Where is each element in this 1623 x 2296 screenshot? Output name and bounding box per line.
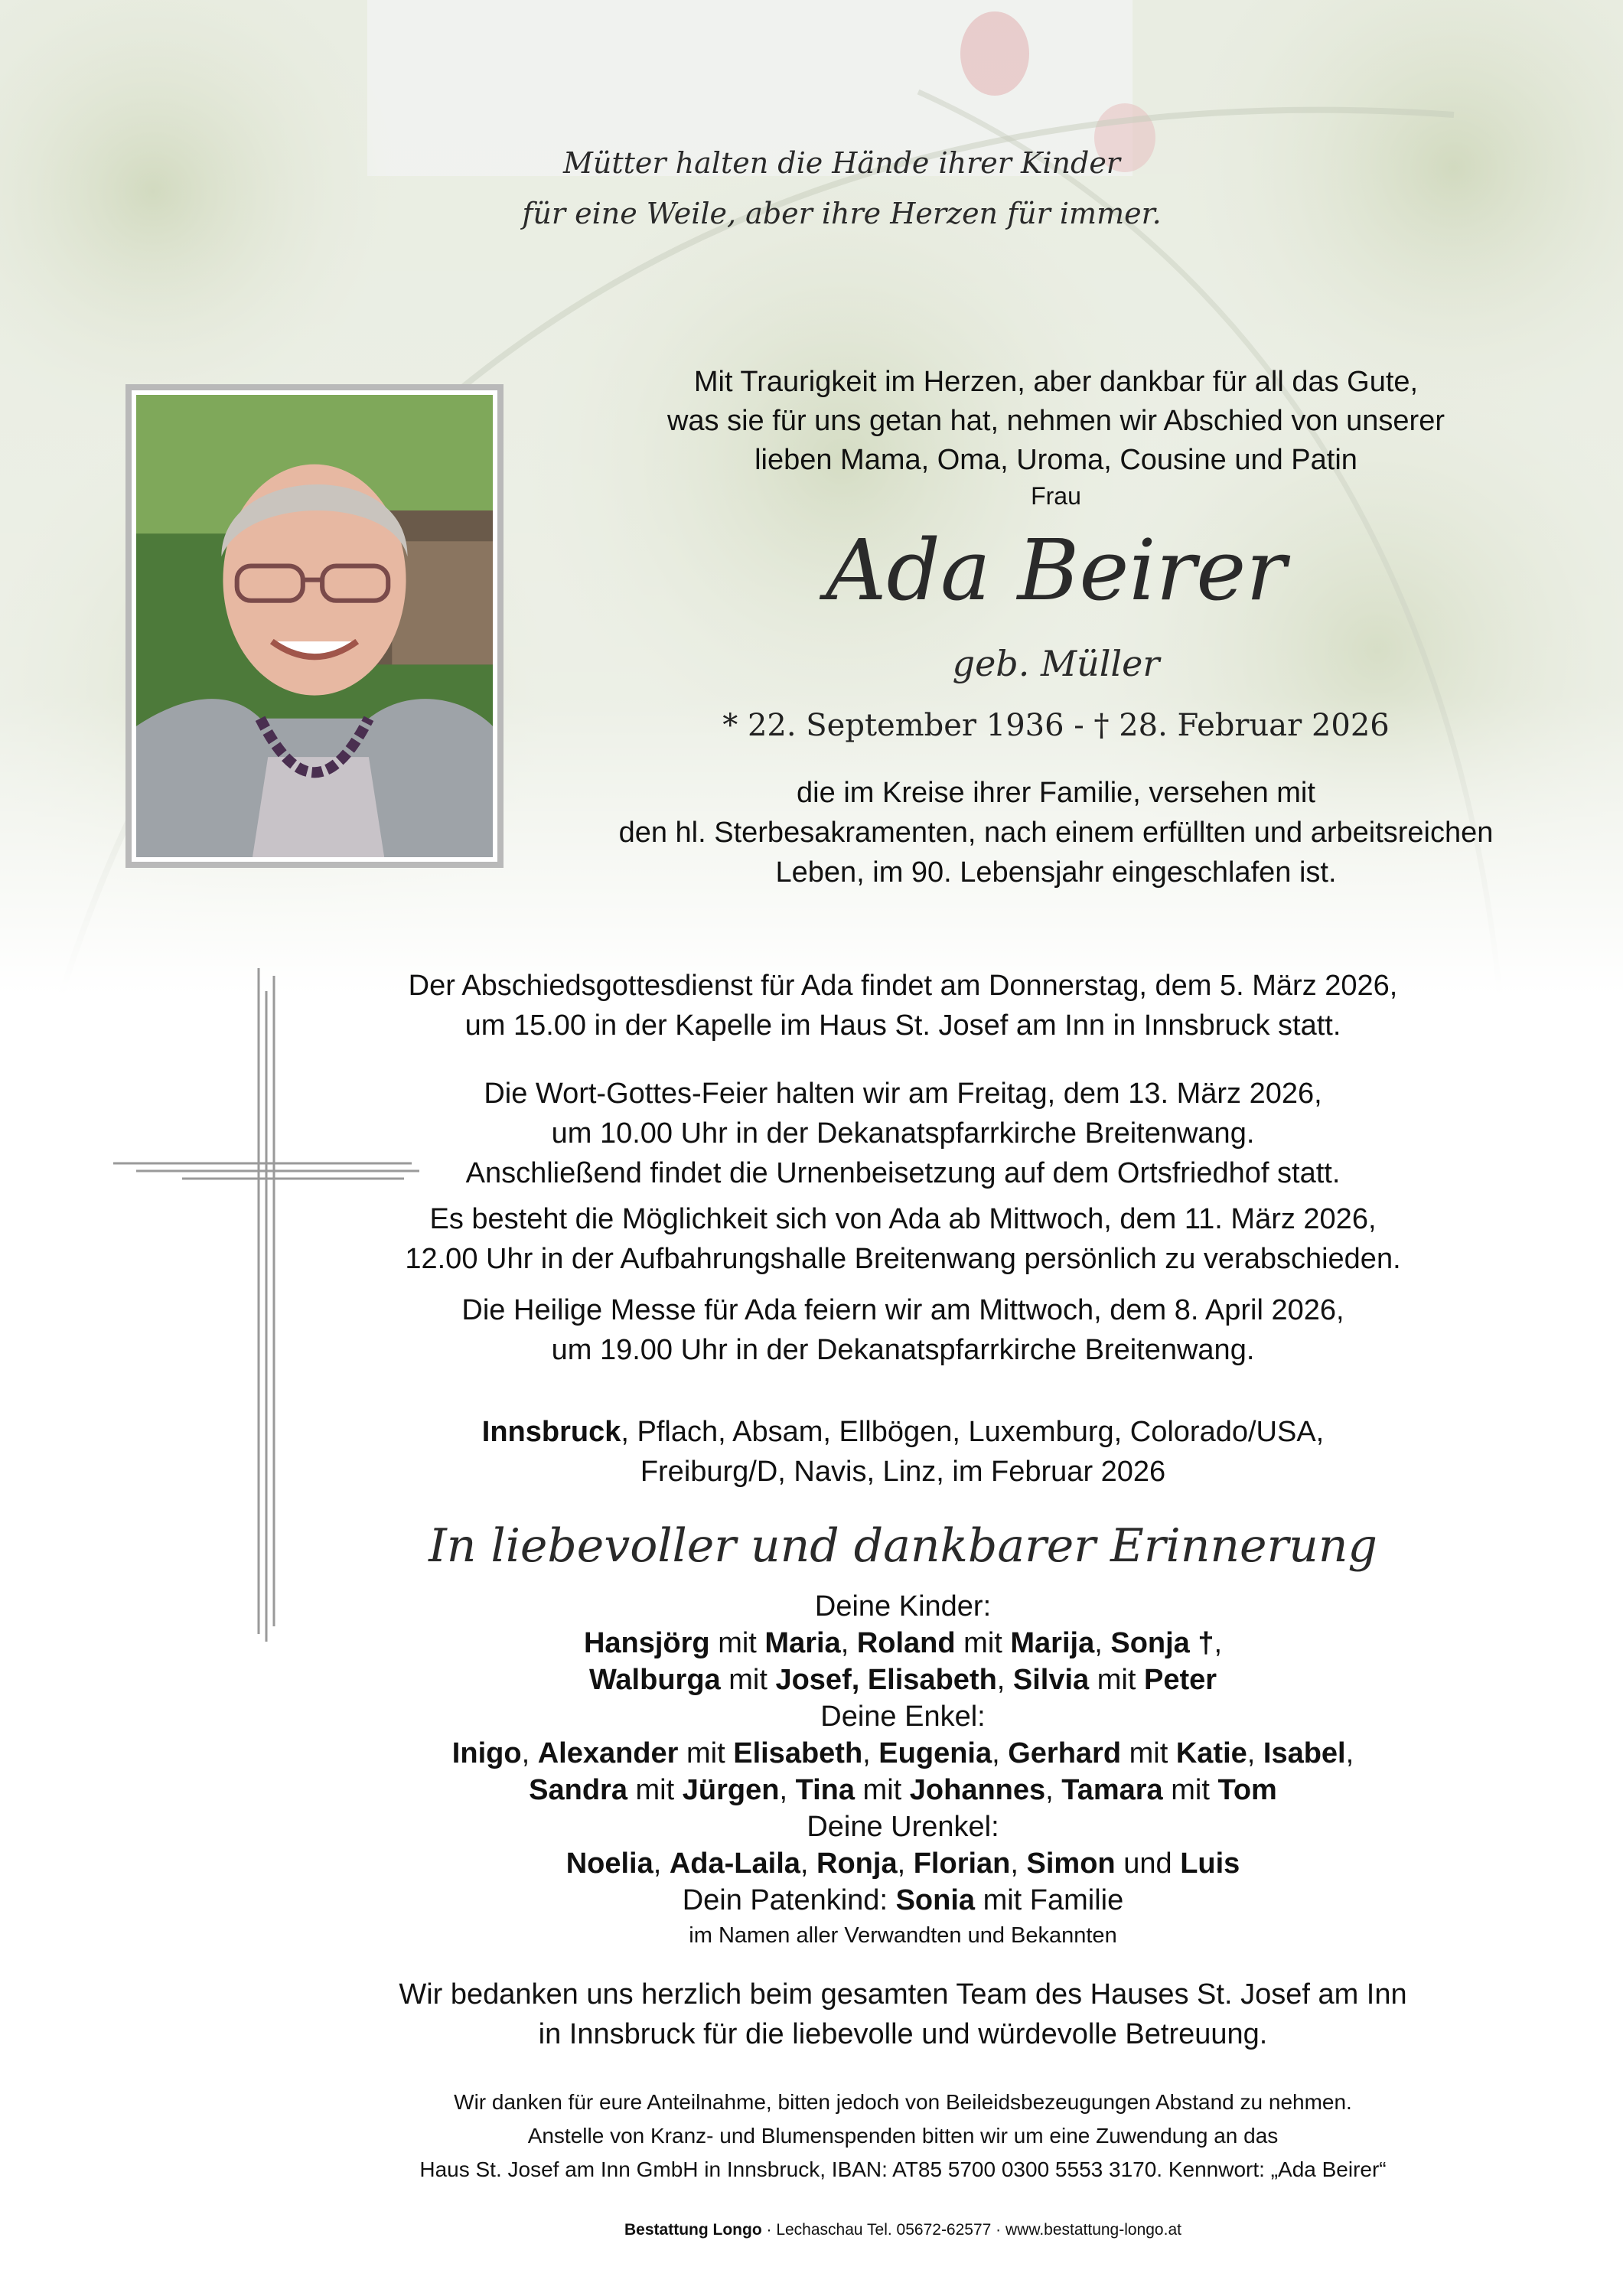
godchild-line: Dein Patenkind: Sonia mit Familie [682,1884,1124,1916]
passing-line-3: Leben, im 90. Lebensjahr eingeschlafen ist. [775,856,1337,889]
passing-line-2: den hl. Sterbesakramenten, nach einem erfüllten und arbeitsreichen [618,817,1494,849]
service-viewing [291,1199,1515,1279]
notes-line-3: Haus St. Josef am Inn GmbH in Innsbruck, IBAN: AT85 5700 0300 5553 3170. Kennwort: „Ada Beirer“ [419,2157,1387,2181]
place-innsbruck: Innsbruck [481,1416,621,1448]
service-line: Die Heilige Messe für Ada feiern wir am Mittwoch, dem 8. April 2026, [461,1294,1344,1326]
salutation: Frau [1031,482,1081,510]
portrait-photo [132,390,497,862]
quote-line-1: Mütter halten die Hände ihrer Kinder [563,146,1120,180]
deceased-name: Ada Beirer [826,521,1286,619]
birth-name: geb. Müller [952,643,1160,684]
quote-line-2: für eine Weile, aber ihre Herzen für immer. [522,197,1162,230]
intro-text [597,363,1515,480]
intro-line-1: Mit Traurigkeit im Herzen, aber dankbar für all das Gute, [693,366,1419,398]
great-grandchildren-heading: Deine Urenkel: [807,1811,999,1843]
service-line: 12.00 Uhr in der Aufbahrungshalle Breitenwang persönlich zu verabschieden. [405,1243,1401,1275]
service-line: Die Wort-Gottes-Feier halten wir am Freitag, dem 13. März 2026, [484,1078,1322,1110]
thanks-text [291,1975,1515,2054]
service-line: Der Abschiedsgottesdienst für Ada findet am Donnerstag, dem 5. März 2026, [408,970,1398,1002]
funeral-home-footer [230,2221,1576,2239]
thanks-line-1: Wir bedanken uns herzlich beim gesamten Team des Hauses St. Josef am Inn [399,1978,1407,2011]
grandchildren-line-2: Sandra mit Jürgen, Tina mit Johannes, Tamara mit Tom [529,1774,1277,1806]
funeral-home-name: Bestattung Longo [624,2221,762,2239]
service-farewell [291,966,1515,1045]
grandchildren-heading: Deine Enkel: [820,1701,986,1733]
service-line: Anschließend findet die Urnenbeisetzung auf dem Ortsfriedhof statt. [465,1157,1341,1189]
opening-quote [459,138,1224,239]
thanks-line-2: in Innsbruck für die liebevolle und würdevolle Betreuung. [538,2018,1268,2050]
relatives-line: im Namen aller Verwandten und Bekannten [689,1923,1117,1948]
portrait-frame [125,384,504,868]
life-dates: * 22. September 1936 - † 28. Februar 2026 [722,708,1390,743]
children-line-1: Hansjörg mit Maria, Roland mit Marija, Sonja †, [583,1627,1223,1659]
funeral-home-contact: · Lechaschau Tel. 05672-62577 · www.bestattung-longo.at [761,2221,1181,2239]
donation-notes [230,2086,1576,2187]
service-word-of-god [291,1074,1515,1193]
intro-line-3: lieben Mama, Oma, Uroma, Cousine und Patin [754,444,1357,476]
places-rest: , Pflach, Absam, Ellbögen, Luxemburg, Colorado/USA, [621,1416,1325,1448]
memory-heading: In liebevoller und dankbarer Erinnerung [429,1519,1377,1573]
intro-line-2: was sie für uns getan hat, nehmen wir Abschied von unserer [666,405,1445,437]
grandchildren-line-1: Inigo, Alexander mit Elisabeth, Eugenia, Gerhard mit Katie, Isabel, [451,1737,1354,1769]
children-line-2: Walburga mit Josef, Elisabeth, Silvia mit Peter [588,1664,1217,1696]
passing-text [551,773,1561,892]
service-mass [291,1290,1515,1370]
service-line: um 15.00 in der Kapelle im Haus St. Josef am Inn in Innsbruck statt. [464,1009,1341,1042]
great-grandchildren-line: Noelia, Ada-Laila, Ronja, Florian, Simon und Luis [565,1848,1240,1880]
service-line: Es besteht die Möglichkeit sich von Ada ab Mittwoch, dem 11. März 2026, [429,1203,1377,1235]
places-line-2: Freiburg/D, Navis, Linz, im Februar 2026 [640,1456,1166,1488]
notes-line-2: Anstelle von Kranz- und Blumenspenden bitten wir um eine Zuwendung an das [527,2124,1279,2148]
service-line: um 19.00 Uhr in der Dekanatspfarrkirche Breitenwang. [551,1334,1255,1366]
family-list [291,1588,1515,1952]
passing-line-1: die im Kreise ihrer Familie, versehen mit [797,777,1315,809]
service-line: um 10.00 Uhr in der Dekanatspfarrkirche Breitenwang. [551,1117,1255,1150]
children-heading: Deine Kinder: [814,1590,992,1623]
places-date [291,1412,1515,1492]
notes-line-1: Wir danken für eure Anteilnahme, bitten jedoch von Beileidsbezeugungen Abstand zu nehmen. [454,2090,1352,2114]
